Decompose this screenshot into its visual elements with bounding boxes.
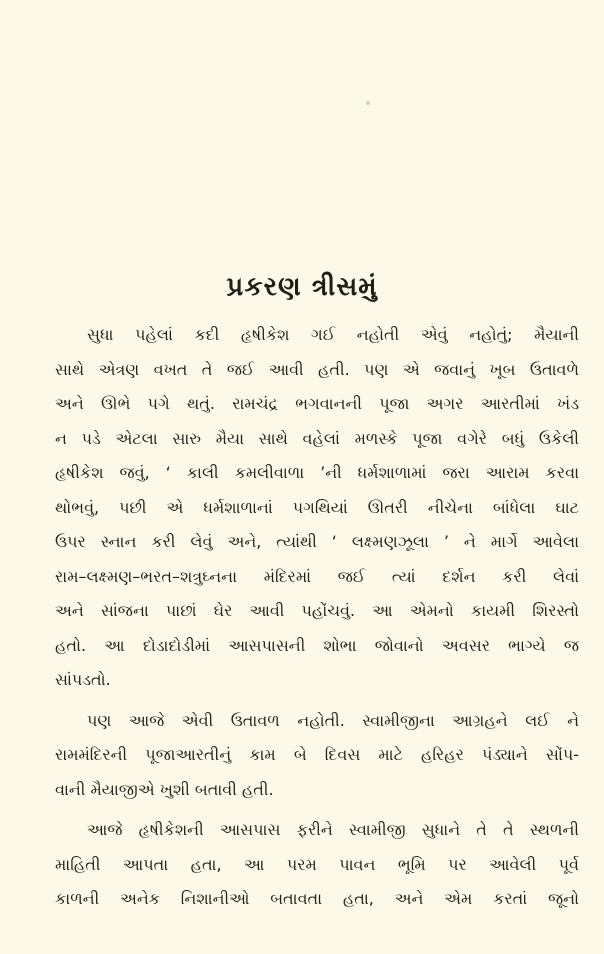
- text-line: રામ–લક્ષ્મણ–ભરત–શત્રુઘ્નના મંદિરમાં જઈ ત્યાં દર્શન કરી લેવાં: [55, 566, 579, 586]
- text-line: અને ઊભે પગે થતું. રામચંદ્ર ભગવાનની પૂજા અગર આરતીમાં ખંડ: [55, 394, 579, 413]
- text-line: હૃષીકેશ જવું, ‘ કાલી કમલીવાળા ’ની ધર્મશાળામાં જરા આરામ કરવા: [55, 463, 579, 482]
- chapter-body: [55, 318, 579, 917]
- text-line: આજે હૃષીકેશની આસપાસ ફરીને સ્વામીજી સુધાને તે તે સ્થળની: [87, 820, 579, 839]
- text-line: રામમંદિરની પૂજાઆરતીનું કામ બે દિવસ માટે હરિહર પંડ્યાને સોંપ-: [55, 745, 579, 764]
- text-line: ન પડે એટલા સારુ મૈયા સાથે વહેલાં મળસ્કે પૂજા વગેરે બધું ઉકેલી: [55, 428, 579, 448]
- text-line: સાંપડતો.: [55, 670, 111, 689]
- text-line: ઉપર સ્નાન કરી લેવું અને, ત્યાંથી ‘ લક્ષ્મણઝૂલા ’ ને માર્ગે આવેલા: [55, 532, 579, 551]
- paragraph-2: [55, 704, 579, 808]
- text-line: સુધા પહેલાં કદી હૃષીકેશ ગઈ નહોતી એવું નહોતું; મૈયાની: [87, 325, 579, 344]
- text-line: હતો. આ દોડાદોડીમાં આસપાસની શોભા જોવાનો અવસર ભાગ્યે જ: [55, 635, 579, 655]
- text-line: થોભવું, પછી એ ધર્મશાળાનાં પગથિયાં ઊતરી નીચેના બાંધેલા ઘાટ: [55, 497, 579, 517]
- chapter-title: પ્રકરણ ત્રીસમું: [226, 272, 378, 302]
- text-line: પણ આજે એવી ઉતાવળ નહોતી. સ્વામીજીના આગ્રહને લઈ ને: [87, 710, 579, 730]
- text-line: સાથે એત્રણ વખત તે જઈ આવી હતી. પણ એ જવાનું ખૂબ ઉતાવળે: [55, 359, 579, 379]
- text-line: માહિતી આપતા હતા, આ પરમ પાવન ભૂમિ પર આવેલી પૂર્વ: [55, 854, 579, 874]
- text-line: વાની મૈયાજીએ ખુશી બતાવી હતી.: [55, 779, 274, 799]
- text-line: કાળની અનેક નિશાનીઓ બતાવતા હતા, અને એમ કરતાં જૂનો: [55, 889, 579, 908]
- paper-speck: [366, 101, 370, 105]
- paragraph-1: [55, 318, 579, 698]
- paragraph-3: [55, 813, 579, 917]
- text-line: અને સાંજના પાછાં ઘેર આવી પહોંચવું. આ એમનો કાયમી શિરસ્તો: [55, 601, 579, 620]
